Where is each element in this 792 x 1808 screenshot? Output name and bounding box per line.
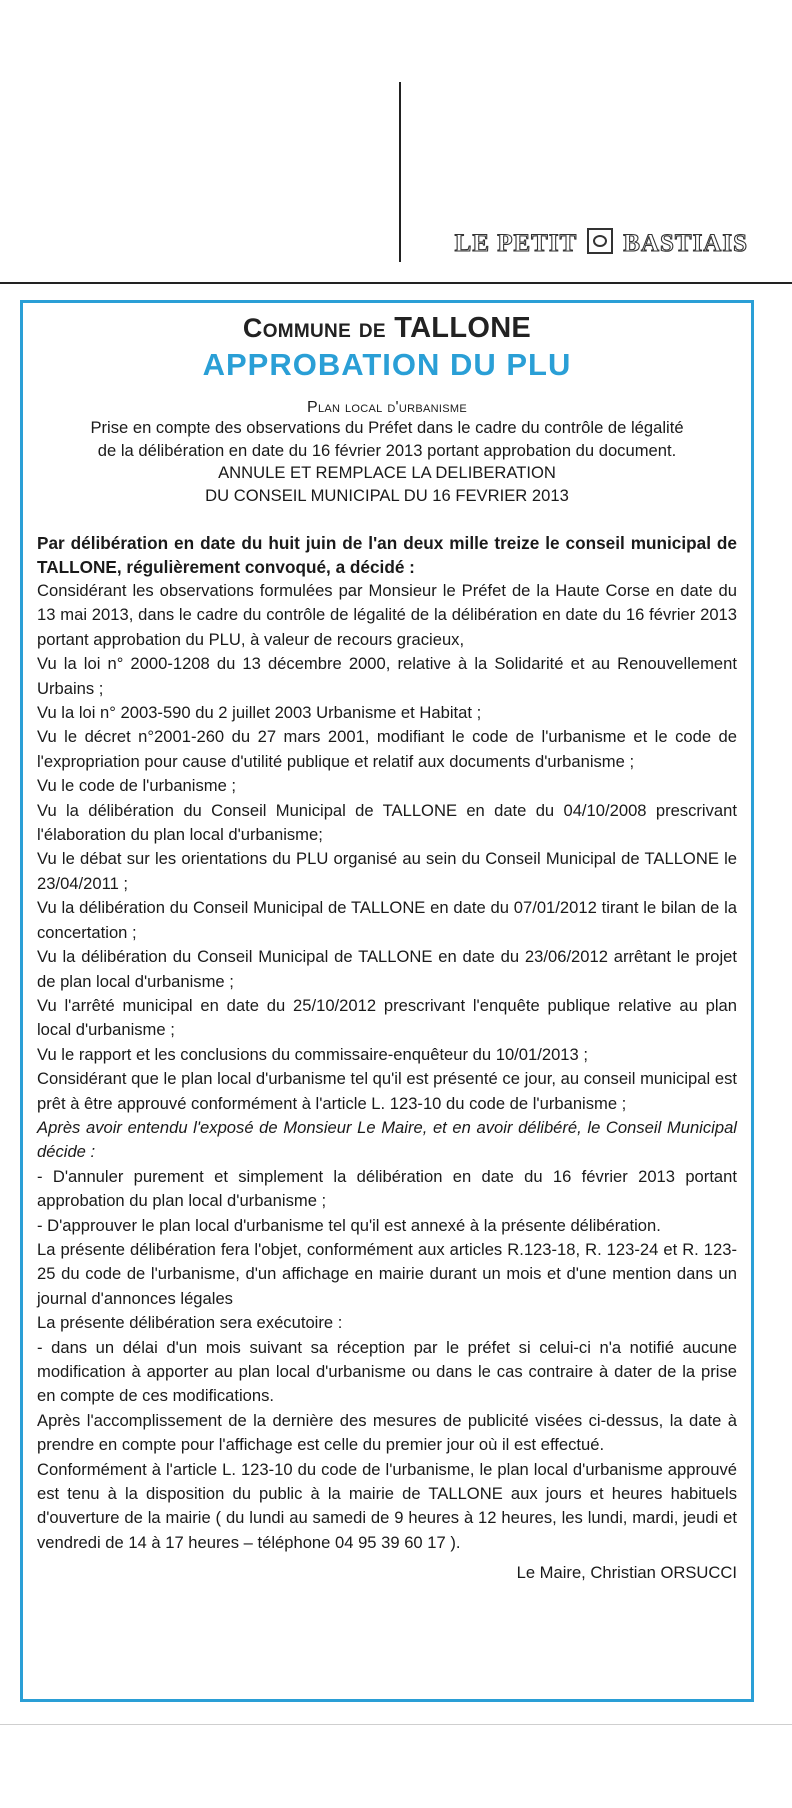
commune-name: TALLONE	[394, 312, 532, 344]
masthead-divider-vertical	[399, 82, 401, 262]
considerant-item: Considérant les observations formulées par Monsieur le Préfet de la Haute Corse en date du 13 mai 2013, dans le cadre du contrôle de légalité de la délibération en date du 16 février 2013 portant approbation du PLU, à valeur de recours gracieux,	[37, 581, 737, 649]
intro-line: ANNULE ET REMPLACE LA DELIBERATION	[218, 463, 556, 482]
considerant-item: Vu l'arrêté municipal en date du 25/10/2012 prescrivant l'enquête publique relative au plan local d'urbanisme ;	[37, 995, 737, 1040]
decision-item: - dans un délai d'un mois suivant sa réception par le préfet si celui-ci n'a notifié aucune modification à apporter au plan local d'urbanisme ou dans le cas contraire à dater de la prise en compte de ces modifications.	[37, 1337, 737, 1406]
commune-title	[37, 311, 737, 345]
masthead-left: LE PETIT	[454, 230, 578, 257]
lead-paragraph: Par délibération en date du huit juin de l'an deux mille treize le conseil municipal de TALLONE, régulièrement convoqué, a décidé :	[37, 533, 737, 577]
legal-notice-content	[37, 311, 737, 1585]
decision-item: Après l'accomplissement de la dernière des mesures de publicité visées ci-dessus, la date à prendre en compte pour l'affichage est celle du premier jour où il est effectué.	[37, 1410, 737, 1455]
considerant-item: Vu la délibération du Conseil Municipal de TALLONE en date du 07/01/2012 tirant le bilan de la concertation ;	[37, 898, 737, 942]
intro-line: DU CONSEIL MUNICIPAL DU 16 FEVRIER 2013	[205, 485, 569, 505]
masthead-right: BASTIAIS	[623, 230, 748, 257]
considerant-item: Considérant que le plan local d'urbanisme tel qu'il est présenté ce jour, au conseil municipal est prêt à être approuvé conformément à l'article L. 123-10 du code de l'urbanisme ;	[37, 1069, 737, 1113]
decision-item: La présente délibération fera l'objet, conformément aux articles R.123-18, R. 123-24 et R. 123-25 du code de l'urbanisme, d'un affichage en mairie durant un mois et d'une mention dans un journal d'annonces légales	[37, 1239, 737, 1308]
considerant-item: Vu le décret n°2001-260 du 27 mars 2001, modifiant le code de l'urbanisme et le code de l'expropriation pour cause d'utilité publique et relatif aux documents d'urbanisme ;	[37, 727, 737, 771]
legal-notice-frame	[20, 300, 754, 1702]
notice-body	[37, 531, 737, 1585]
commune-prefix: Commune de	[242, 313, 386, 343]
considerant-item: Vu le code de l'urbanisme ;	[37, 776, 237, 796]
decision-item: Conformément à l'article L. 123-10 du code de l'urbanisme, le plan local d'urbanisme approuvé est tenu à la disposition du public à la mairie de TALLONE aux jours et heures habituels d'ouverture de la mairie ( du lundi au samedi de 9 heures à 12 heures, les lundi, mardi, jeudi et vendredi de 14 à 17 heures – téléphone 04 95 39 60 17 ).	[37, 1459, 737, 1552]
newspaper-logo-icon	[587, 228, 613, 254]
decision-item: La présente délibération sera exécutoire :	[37, 1313, 343, 1333]
document-type: Plan local d'urbanisme	[306, 399, 468, 416]
considerant-item: Vu la loi n° 2000-1208 du 13 décembre 2000, relative à la Solidarité et au Renouvellement Urbains ;	[37, 654, 737, 698]
considerant-item: Vu la délibération du Conseil Municipal de TALLONE en date du 04/10/2008 prescrivant l'élaboration du plan local d'urbanisme;	[37, 800, 737, 845]
considerant-item: Vu la loi n° 2003-590 du 2 juillet 2003 Urbanisme et Habitat ;	[37, 703, 482, 723]
intro-line: de la délibération en date du 16 février 2013 portant approbation du document.	[97, 440, 677, 460]
intro-block	[37, 417, 737, 507]
considerant-item: Vu le débat sur les orientations du PLU organisé au sein du Conseil Municipal de TALLONE le 23/04/2011 ;	[37, 849, 737, 893]
notice-headline: APPROBATION DU PLU	[202, 347, 572, 382]
decision-item: - D'approuver le plan local d'urbanisme tel qu'il est annexé à la présente délibération.	[37, 1215, 661, 1235]
considerant-item: Vu la délibération du Conseil Municipal de TALLONE en date du 23/06/2012 arrêtant le projet de plan local d'urbanisme ;	[37, 947, 737, 991]
newspaper-masthead	[455, 228, 748, 258]
considerant-item: Vu le rapport et les conclusions du commissaire-enquêteur du 10/01/2013 ;	[37, 1044, 588, 1064]
decision-intro: Après avoir entendu l'exposé de Monsieur Le Maire, et en avoir délibéré, le Conseil Municipal décide :	[37, 1117, 737, 1162]
decision-item: - D'annuler purement et simplement la délibération en date du 16 février 2013 portant approbation du plan local d'urbanisme ;	[37, 1166, 737, 1211]
page-bottom-rule	[0, 1724, 792, 1725]
masthead-divider-horizontal	[0, 282, 792, 284]
mayor-signature: Le Maire, Christian ORSUCCI	[516, 1563, 737, 1583]
intro-line: Prise en compte des observations du Préfet dans le cadre du contrôle de légalité	[90, 418, 684, 437]
